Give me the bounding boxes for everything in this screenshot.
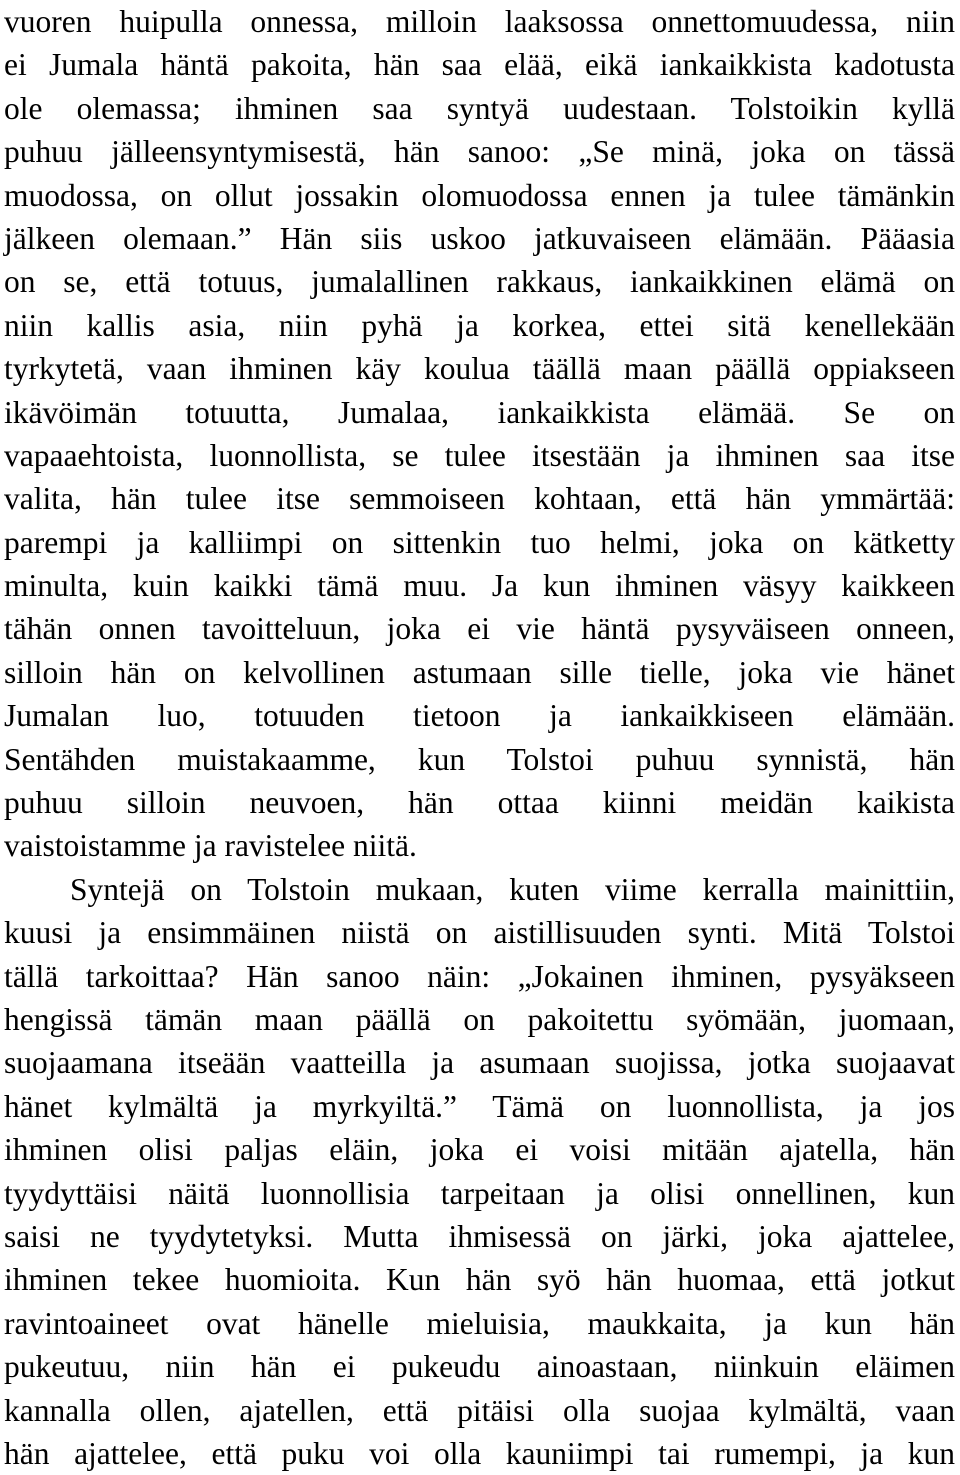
text-line: puhuu jälleensyntymisestä, hän sanoo: „Se minä, joka on tässä — [4, 134, 955, 170]
text-line: kuusi ja ensimmäinen niistä on aistillisuuden synti. Mitä Tolstoi — [4, 915, 955, 951]
text-line: vaistoistamme ja ravistelee niitä. — [4, 828, 417, 864]
text-line: tyrkytetä, vaan ihminen käy koulua täällä maan päällä oppiakseen — [4, 351, 955, 387]
text-line: ihminen tekee huomioita. Kun hän syö hän huomaa, että jotkut — [4, 1262, 955, 1298]
document-page — [4, 0, 955, 1475]
text-line: muodossa, on ollut jossakin olomuodossa ennen ja tulee tämänkin — [4, 177, 955, 213]
text-line: hänet kylmältä ja myrkyiltä.” Tämä on luonnollista, ja jos — [4, 1088, 955, 1124]
text-line: suojaamana itseään vaatteilla ja asumaan suojissa, jotka suojaavat — [4, 1045, 955, 1081]
text-line: valita, hän tulee itse semmoiseen kohtaan, että hän ymmärtää: — [4, 481, 955, 517]
text-line: puhuu silloin neuvoen, hän ottaa kiinni meidän kaikista — [4, 785, 955, 821]
text-line: tähän onnen tavoitteluun, joka ei vie häntä pysyväiseen onneen, — [4, 611, 955, 647]
text-line: on se, että totuus, jumalallinen rakkaus, iankaikkinen elämä on — [4, 264, 955, 300]
paragraph-1 — [4, 0, 955, 868]
text-line: hengissä tämän maan päällä on pakoitettu syömään, juomaan, — [4, 1001, 955, 1037]
text-line: jälkeen olemaan.” Hän siis uskoo jatkuvaiseen elämään. Pääasia — [4, 220, 955, 256]
text-line: Sentähden muistakaamme, kun Tolstoi puhuu synnistä, hän — [4, 741, 955, 777]
text-line: vapaaehtoista, luonnollista, se tulee itsestään ja ihminen saa itse — [4, 437, 955, 473]
text-line: ikävöimän totuutta, Jumalaa, iankaikkista elämää. Se on — [4, 394, 955, 430]
text-line: pukeutuu, niin hän ei pukeudu ainoastaan, niinkuin eläimen — [4, 1349, 955, 1385]
text-line: Jumalan luo, totuuden tietoon ja iankaikkiseen elämään. — [4, 698, 955, 734]
text-line: silloin hän on kelvollinen astumaan sille tielle, joka vie hänet — [4, 654, 955, 690]
text-line: ravintoaineet ovat hänelle mieluisia, maukkaita, ja kun hän — [4, 1305, 955, 1341]
text-line: minulta, kuin kaikki tämä muu. Ja kun ihminen väsyy kaikkeen — [4, 568, 955, 604]
text-line: saisi ne tyydytetyksi. Mutta ihmisessä on järki, joka ajattelee, — [4, 1218, 955, 1254]
text-line: niin kallis asia, niin pyhä ja korkea, ettei sitä kenellekään — [4, 307, 955, 343]
text-line: ole olemassa; ihminen saa syntyä uudestaan. Tolstoikin kyllä — [4, 90, 955, 126]
text-line: Syntejä on Tolstoin mukaan, kuten viime kerralla mainittiin, — [70, 871, 955, 907]
text-line: tällä tarkoittaa? Hän sanoo näin: „Jokainen ihminen, pysyäkseen — [4, 958, 955, 994]
text-line: hän ajattelee, että puku voi olla kauniimpi tai rumempi, ja kun — [4, 1435, 955, 1471]
paragraph-2 — [4, 868, 955, 1475]
text-line: vuoren huipulla onnessa, milloin laaksossa onnettomuudessa, niin — [4, 4, 955, 39]
text-line: tyydyttäisi näitä luonnollisia tarpeitaan ja olisi onnellinen, kun — [4, 1175, 955, 1211]
text-line: parempi ja kalliimpi on sittenkin tuo helmi, joka on kätketty — [4, 524, 955, 560]
text-line: ihminen olisi paljas eläin, joka ei voisi mitään ajatella, hän — [4, 1132, 955, 1168]
text-line: kannalla ollen, ajatellen, että pitäisi olla suojaa kylmältä, vaan — [4, 1392, 955, 1428]
text-line: ei Jumala häntä pakoita, hän saa elää, eikä iankaikkista kadotusta — [4, 47, 955, 83]
